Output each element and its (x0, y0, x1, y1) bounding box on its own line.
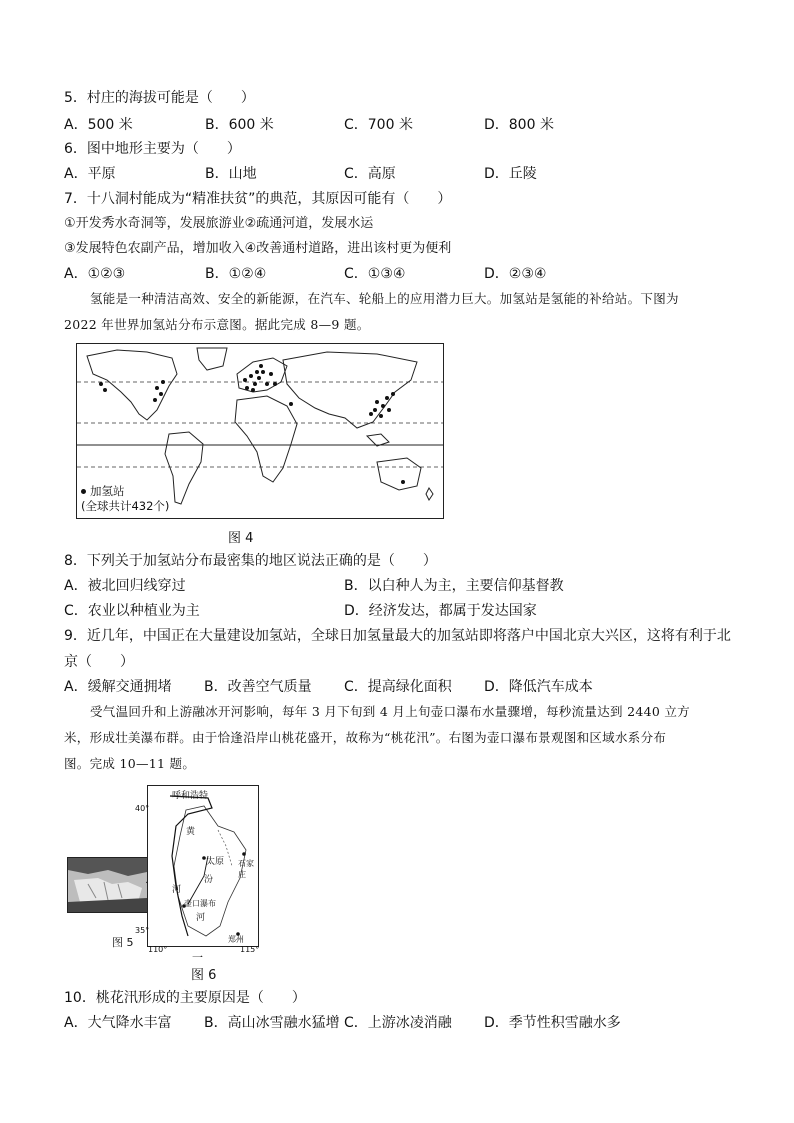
q5-option-b: B．600 米 (205, 117, 274, 133)
question-7-line-1: ①开发秀水奇洞等，发展旅游业②疏通河道，发展水运 (64, 216, 374, 231)
q7-option-a: A．①②③ (64, 266, 126, 282)
q6-option-b: B．山地 (205, 166, 257, 182)
question-8-stem: 8．下列关于加氢站分布最密集的地区说法正确的是（ ） (64, 553, 437, 569)
label-hukou-waterfall: 壶口瀑布 (184, 899, 216, 908)
passage-hydrogen-line-1: 氢能是一种清洁高效、安全的新能源，在汽车、轮船上的应用潜力巨大。加氢站是氢能的补给站。下图为 (90, 291, 679, 306)
question-6-stem: 6．图中地形主要为（ ） (64, 141, 241, 157)
station-dot-icon (81, 489, 86, 494)
q5-option-c: C．700 米 (344, 117, 413, 133)
q8-option-d: D．经济发达，都属于发达国家 (344, 603, 537, 619)
passage-peach-blossom-flood (64, 699, 736, 777)
passage-flood-line-3: 图。完成 10—11 题。 (64, 756, 196, 771)
passage-flood-line-2: 米，形成壮美瀑布群。由于恰逢沿岸山桃花盛开，故称为“桃花汛”。右图为壶口瀑布景观图和区域水系分布 (64, 730, 667, 745)
river-label-huang: 黄 (186, 827, 196, 837)
q8-option-c: C．农业以种植业为主 (64, 603, 200, 619)
hukou-waterfall-photo (67, 857, 148, 913)
map-legend (81, 484, 169, 514)
city-label-hohhot: 呼和浩特 (172, 791, 209, 801)
river-label-hekou: 河 (196, 913, 206, 923)
question-9-stem-line-2: 京（ ） (64, 654, 134, 670)
q8-option-a: A．被北回归线穿过 (64, 578, 186, 594)
q8-option-b: B．以白种人为主，主要信仰基督教 (344, 578, 564, 594)
lat-label-35: 35° (135, 926, 150, 935)
legend-station-label: 加氢站 (90, 484, 125, 498)
figure-6-caption: 图 6 (191, 968, 217, 983)
question-10-stem: 10．桃花汛形成的主要原因是（ ） (64, 990, 306, 1006)
lat-label-40: 40° (135, 804, 150, 813)
q10-option-d: D．季节性积雪融水多 (484, 1015, 621, 1031)
q10-option-c: C．上游冰凌消融 (344, 1015, 452, 1031)
q9-option-b: B．改善空气质量 (204, 679, 312, 695)
lon-label-115: 115° (240, 945, 260, 954)
yellow-river-region-map (147, 785, 259, 947)
q6-option-c: C．高原 (344, 166, 396, 182)
city-label-taiyuan: 太原 (206, 857, 225, 867)
legend-station-total: (全球共计432个) (81, 499, 170, 513)
river-label-fen: 汾 (204, 875, 214, 885)
q9-option-a: A．缓解交通拥堵 (64, 679, 172, 695)
figure-5-caption: 图 5 (112, 936, 134, 949)
q5-option-d: D．800 米 (484, 117, 554, 133)
city-label-zhengzhou: 郑州 (228, 935, 244, 944)
figure-4-caption: 图 4 (228, 531, 254, 546)
city-label-shijiazhuang: 石家庄 (238, 859, 254, 879)
q7-option-b: B．①②④ (205, 266, 267, 282)
passage-flood-line-1: 受气温回升和上游融冰开河影响，每年 3 月下旬到 4 月上旬壶口瀑布水量骤增，每秒流量达到 2440 立方 (90, 704, 690, 719)
q6-option-a: A．平原 (64, 166, 116, 182)
world-hydrogen-station-map (76, 343, 444, 519)
q10-option-a: A．大气降水丰富 (64, 1015, 172, 1031)
question-7-stem: 7．十八洞村能成为“精准扶贫”的典范，其原因可能有（ ） (64, 191, 452, 207)
river-label-he: 河 (172, 885, 182, 895)
q10-option-b: B．高山冰雪融水猛增 (204, 1015, 340, 1031)
q7-option-c: C．①③④ (344, 266, 406, 282)
question-7-line-2: ③发展特色农副产品，增加收入④改善通村道路，进出该村更为便利 (64, 241, 452, 256)
q5-option-a: A．500 米 (64, 117, 133, 133)
passage-hydrogen (64, 286, 736, 338)
q9-option-c: C．提高绿化面积 (344, 679, 452, 695)
question-9-stem-line-1: 9．近几年，中国正在大量建设加氢站，全球日加氢量最大的加氢站即将落户中国北京大兴区，这将有利于北 (64, 628, 731, 644)
passage-hydrogen-line-2: 2022 年世界加氢站分布示意图。据此完成 8—9 题。 (64, 317, 370, 332)
lon-label-110: 110° (148, 945, 168, 954)
q7-option-d: D．②③④ (484, 266, 547, 282)
waterfall-image (68, 858, 147, 912)
question-5-stem: 5．村庄的海拔可能是（ ） (64, 90, 255, 106)
figure-dash-mark: 一 (192, 951, 203, 964)
q9-option-d: D．降低汽车成本 (484, 679, 593, 695)
q6-option-d: D．丘陵 (484, 166, 537, 182)
